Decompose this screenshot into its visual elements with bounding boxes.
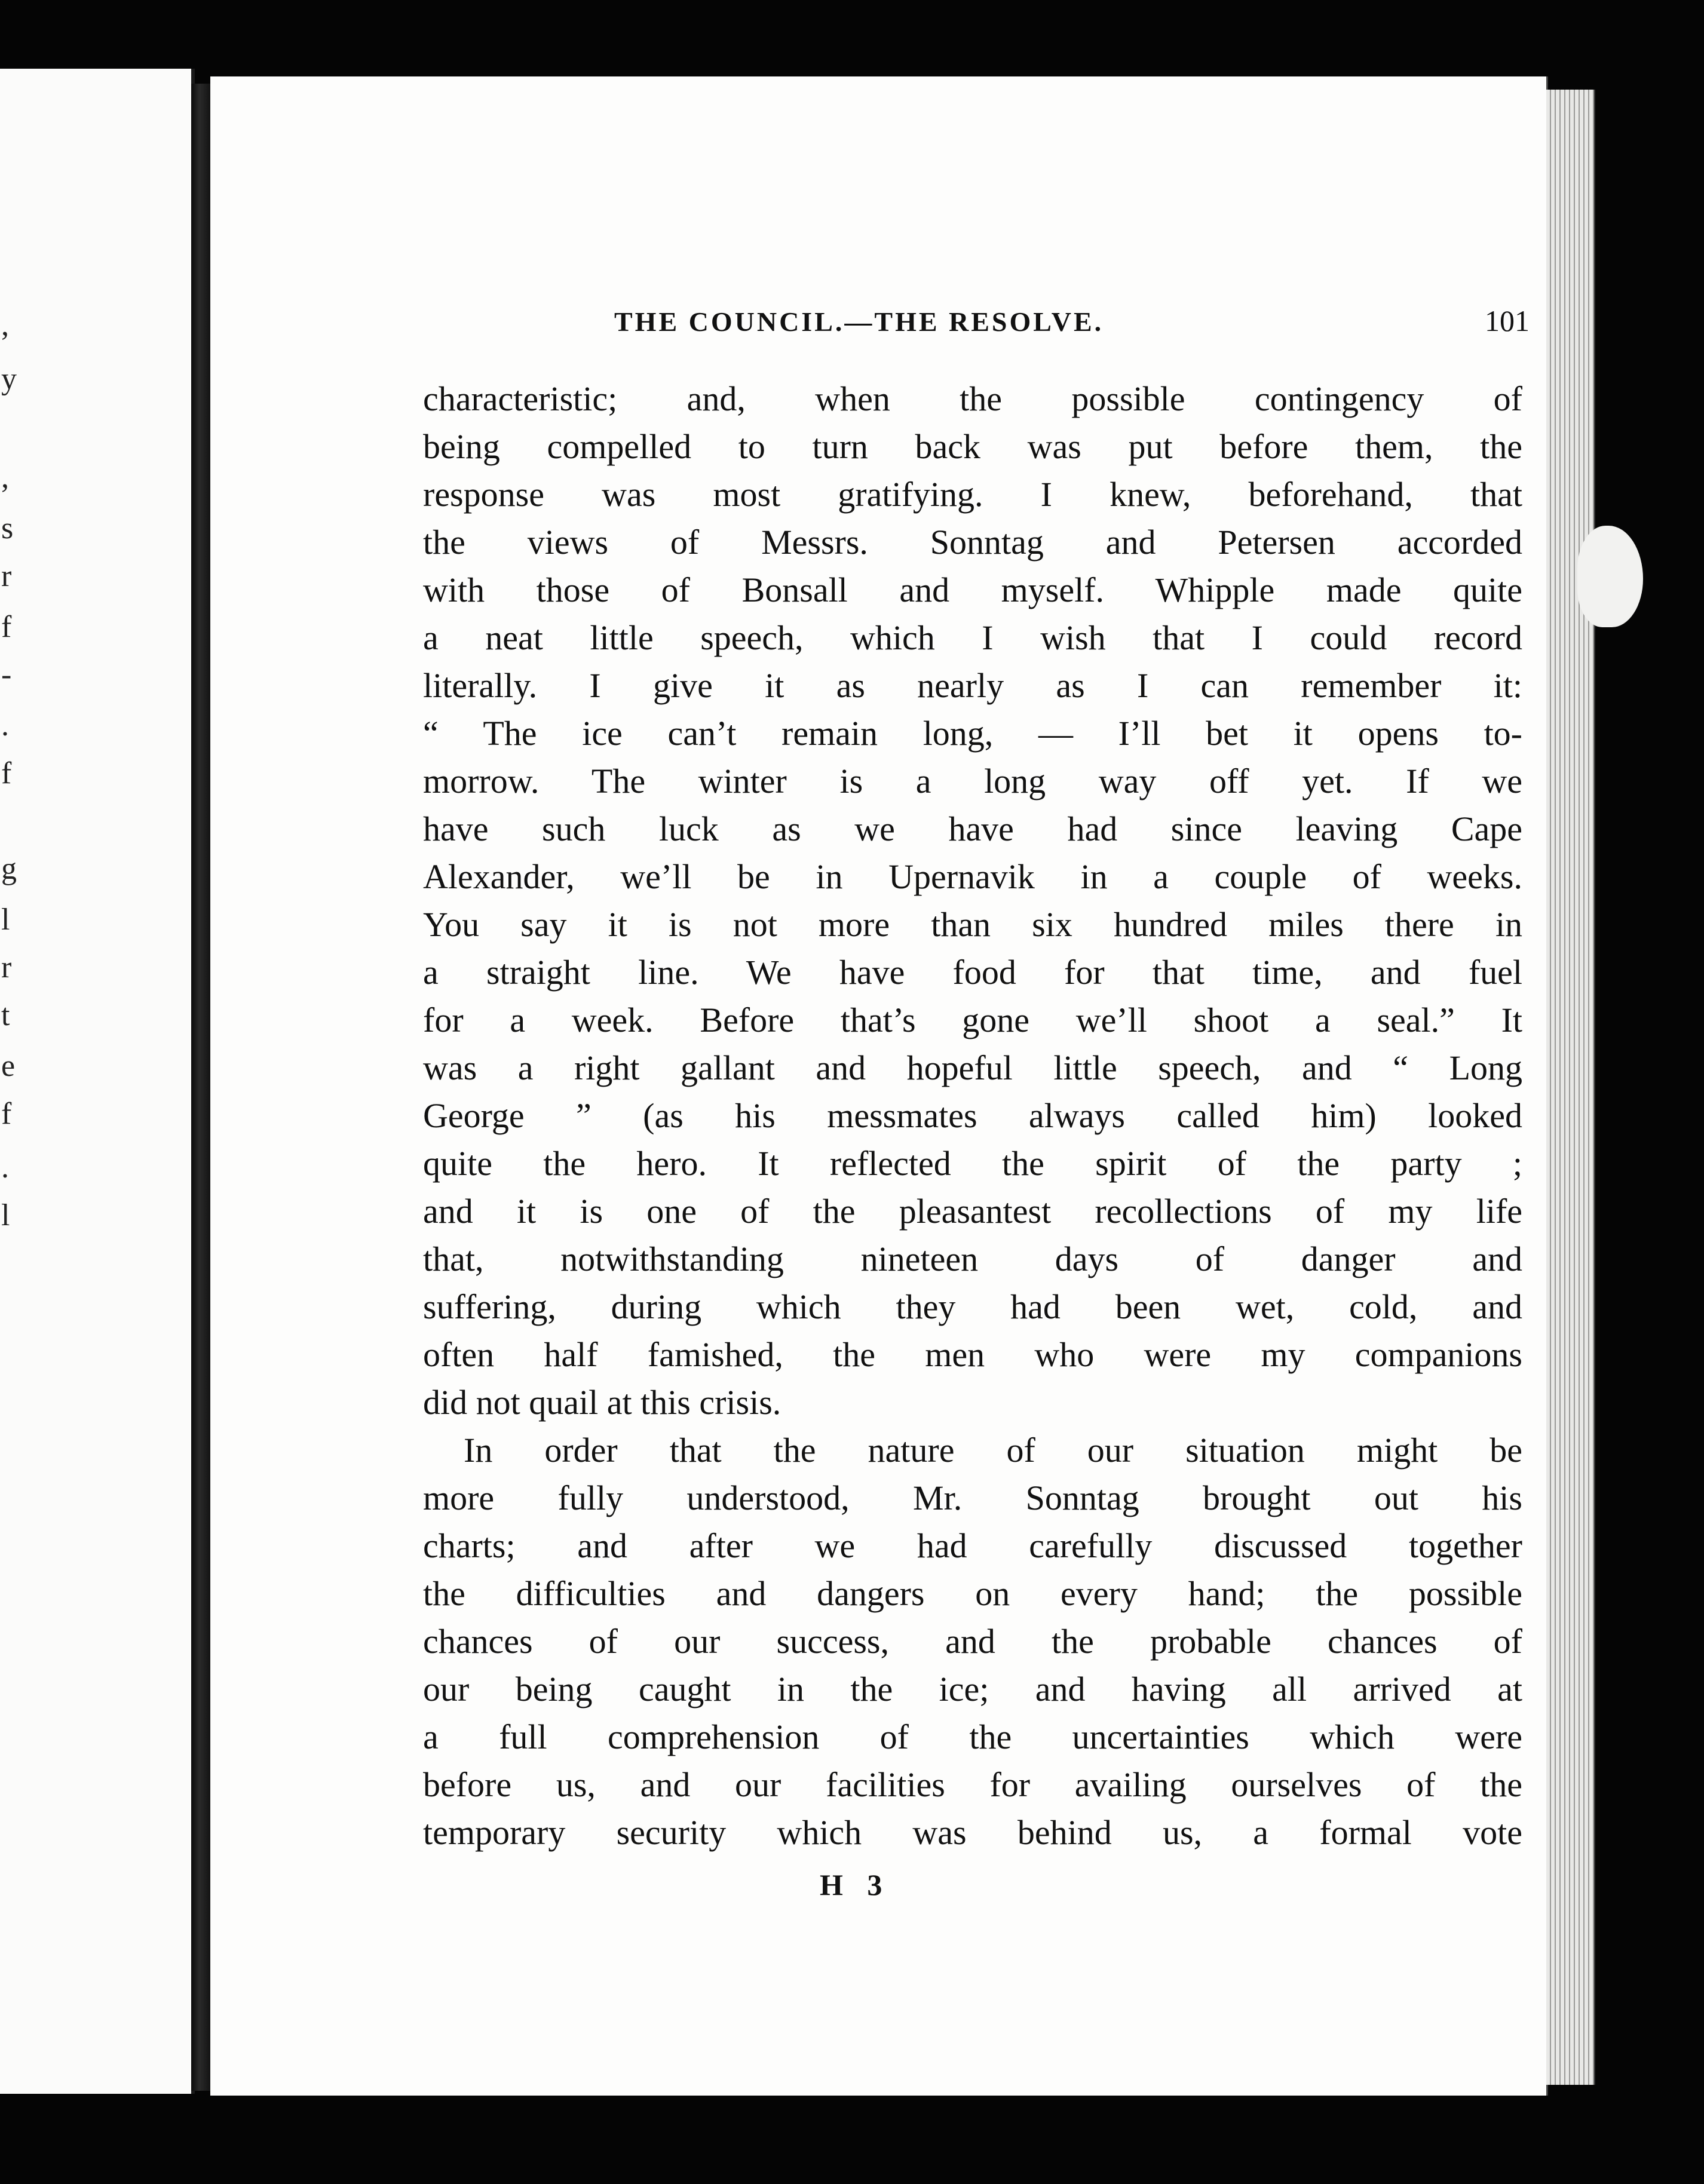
text-line: often half famished, the men who were my companions (423, 1335, 1522, 1374)
text-line: chances of our success, and the probable chances of (423, 1622, 1522, 1661)
text-line: a straight line. We have food for that time, and fuel (423, 953, 1522, 992)
left-page-fragment: r (1, 950, 12, 984)
left-page-fragment: f (1, 1097, 12, 1131)
text-line: characteristic; and, when the possible contingency of (423, 379, 1522, 418)
signature-mark: H 3 (820, 1868, 891, 1901)
left-page-fragment: y (1, 362, 17, 396)
text-line: our being caught in the ice; and having all arrived at (423, 1670, 1522, 1708)
text-line: response was most gratifying. I knew, beforehand, that (423, 475, 1522, 514)
left-page-fragment: . (1, 1151, 9, 1185)
left-page-fragment: , (1, 308, 9, 342)
left-page-fragment: s (1, 511, 14, 545)
text-line: temporary security which was behind us, a formal vote (423, 1813, 1522, 1852)
left-page-fragment: g (1, 852, 17, 886)
left-page-fragment: . (1, 708, 9, 743)
left-page-fragment: - (1, 658, 12, 692)
text-line: quite the hero. It reflected the spirit of the party ; (423, 1144, 1522, 1183)
text-line: literally. I give it as nearly as I can remember it: (423, 666, 1522, 705)
running-head (210, 229, 1546, 338)
page-edges (1546, 90, 1595, 2085)
text-line: the difficulties and dangers on every hand; the possible (423, 1574, 1522, 1613)
text-line: a neat little speech, which I wish that I could record (423, 618, 1522, 657)
text-line: have such luck as we have had since leaving Cape (423, 809, 1522, 848)
text-line: being compelled to turn back was put before them, the (423, 427, 1522, 466)
text-line: and it is one of the pleasantest recollections of my life (423, 1192, 1522, 1231)
left-page-fragment: r (1, 559, 12, 593)
book-gutter (191, 84, 212, 2091)
text-line: that, notwithstanding nineteen days of danger and (423, 1240, 1522, 1278)
text-line: Alexander, we’ll be in Upernavik in a couple of weeks. (423, 857, 1522, 896)
text-line: more fully understood, Mr. Sonntag brought out his (423, 1479, 1522, 1517)
left-page-fragment: l (1, 1198, 10, 1232)
text-line: before us, and our facilities for availing ourselves of the (423, 1765, 1522, 1804)
right-page (210, 76, 1548, 2096)
left-page-fragment: , (1, 461, 9, 495)
text-line: George ” (as his messmates always called him) looked (423, 1096, 1522, 1135)
text-line: with those of Bonsall and myself. Whipple made quite (423, 570, 1522, 609)
body-text (423, 375, 1522, 1857)
left-page-fragment: t (1, 998, 10, 1032)
left-page (0, 69, 195, 2094)
text-line: was a right gallant and hopeful little speech, and “ Long (423, 1048, 1522, 1087)
text-line: “ The ice can’t remain long, — I’ll bet it opens to- (423, 714, 1522, 753)
text-line: In order that the nature of our situation might be (464, 1431, 1522, 1470)
left-page-fragment: f (1, 756, 12, 790)
text-line: morrow. The winter is a long way off yet. If we (423, 762, 1522, 800)
text-line: a full comprehension of the uncertainties which were (423, 1717, 1522, 1756)
text-line: did not quail at this crisis. (423, 1383, 781, 1422)
left-page-fragment: e (1, 1049, 16, 1083)
running-title: THE COUNCIL.—THE RESOLVE. (614, 306, 1104, 337)
text-line: for a week. Before that’s gone we’ll shoot a seal.” It (423, 1001, 1522, 1039)
text-line: You say it is not more than six hundred miles there in (423, 905, 1522, 944)
paper-tab (1577, 526, 1643, 627)
text-line: charts; and after we had carefully discussed together (423, 1526, 1522, 1565)
text-line: suffering, during which they had been wet, cold, and (423, 1287, 1522, 1326)
left-page-fragment: l (1, 903, 10, 937)
text-line: the views of Messrs. Sonntag and Petersen accorded (423, 523, 1522, 562)
left-page-fragment: f (1, 610, 12, 644)
page-number: 101 (1485, 304, 1530, 338)
